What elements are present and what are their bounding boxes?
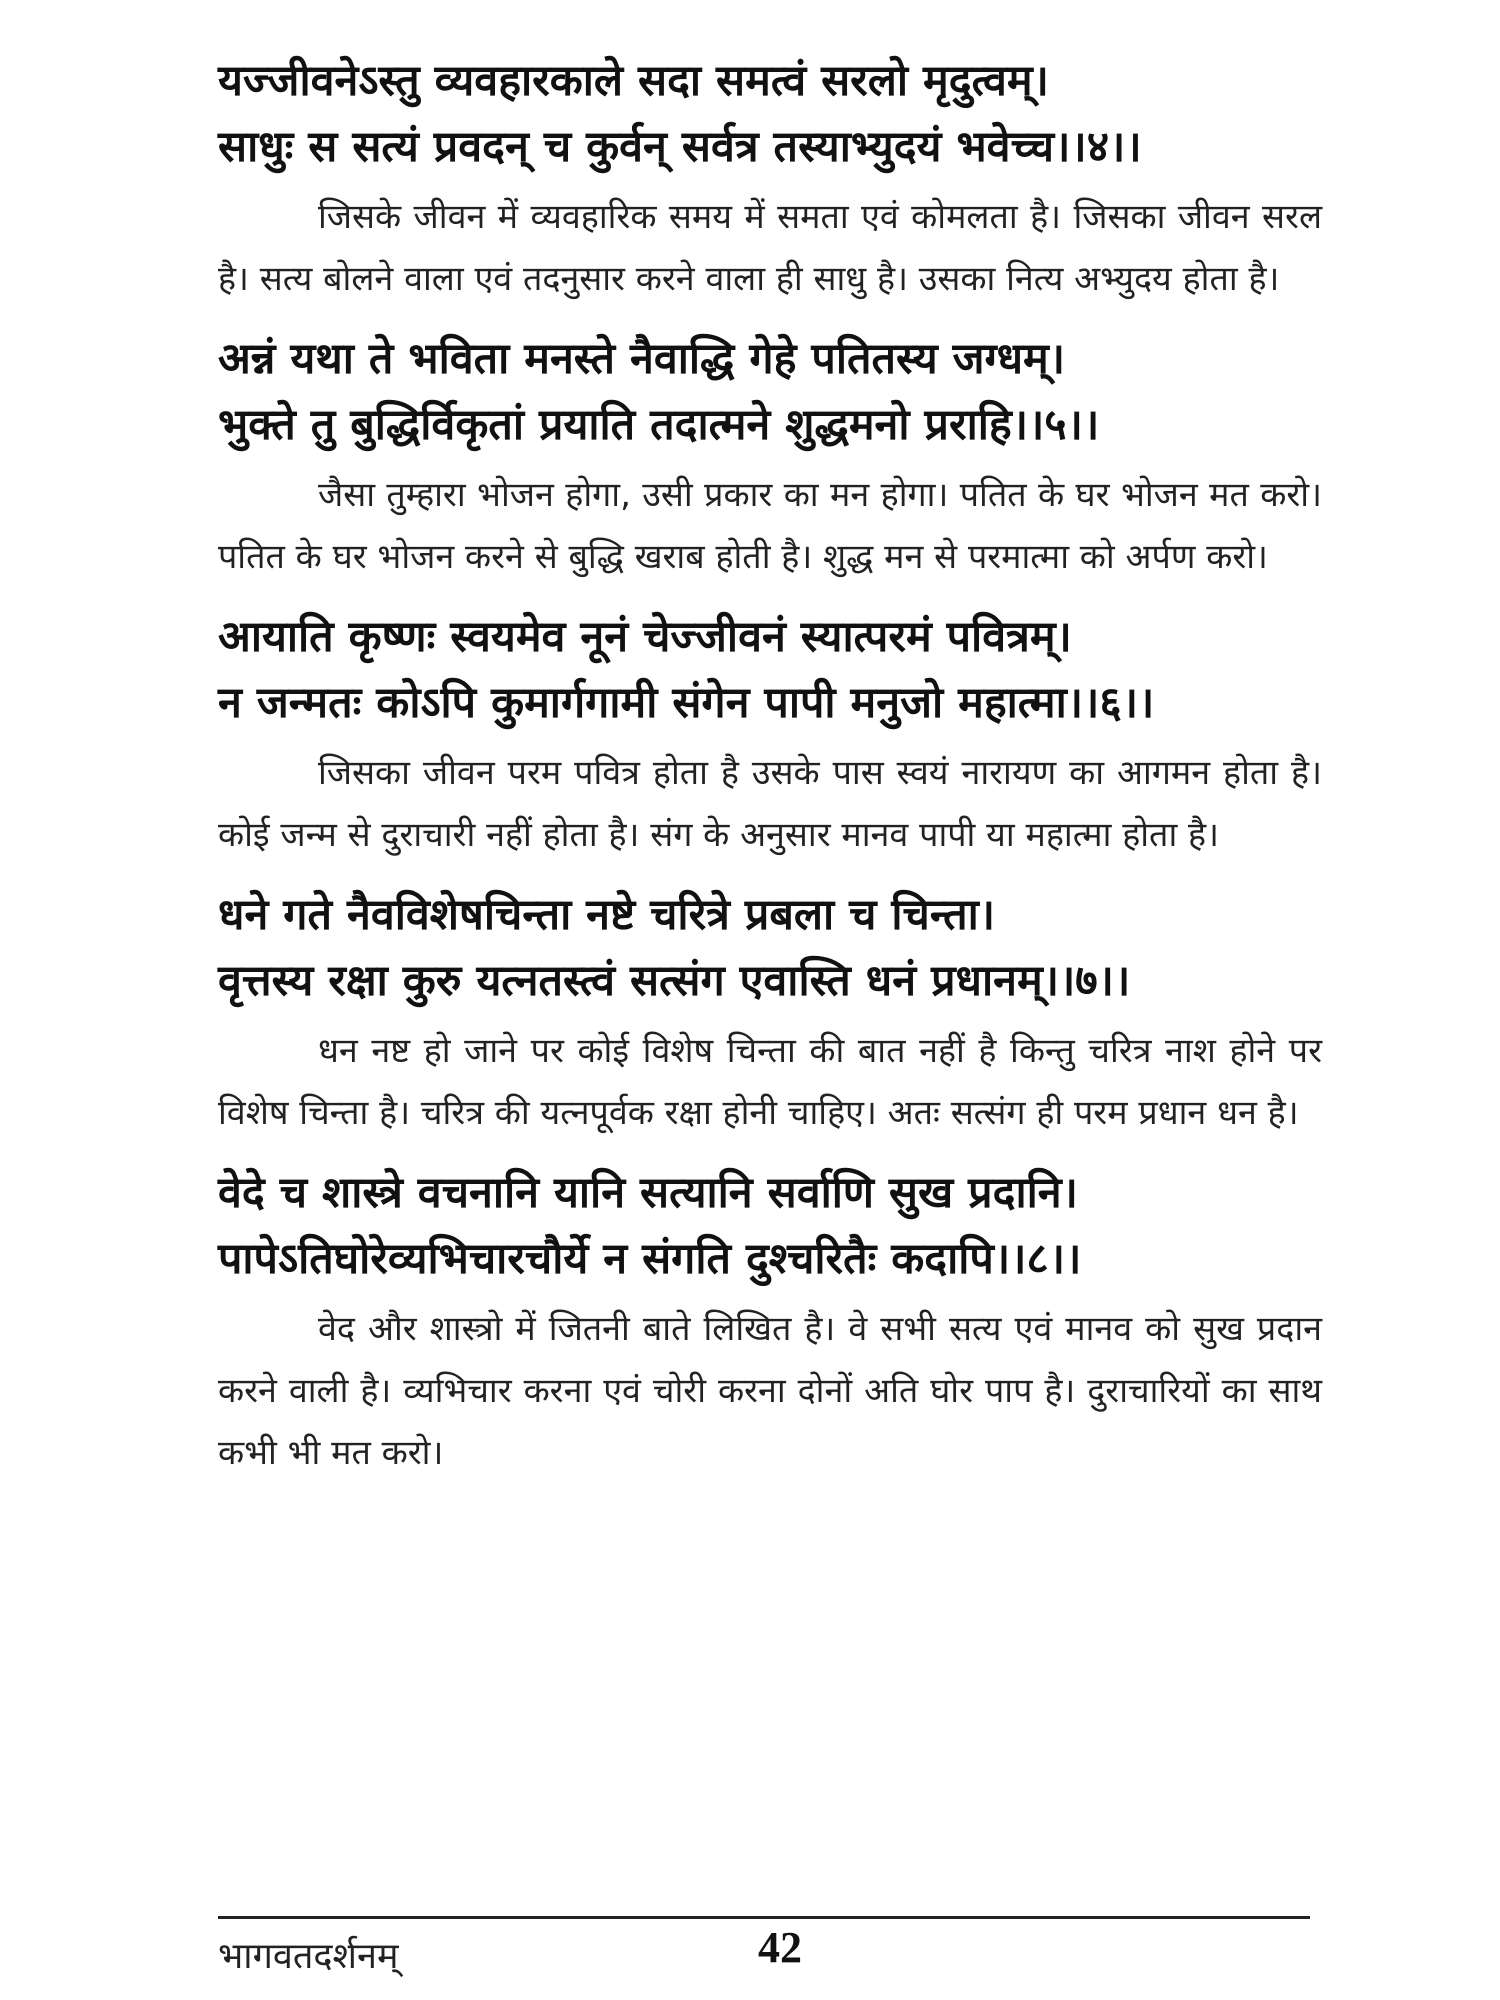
verse-line: न जन्मतः कोऽपि कुमार्गगामी संगेन पापी मनुजो महात्मा।।६।। xyxy=(218,678,1155,728)
verse-line: आयाति कृष्णः स्वयमेव नूनं चेज्जीवनं स्यात्परमं पवित्रम्। xyxy=(218,612,1072,662)
verse-block xyxy=(218,326,1322,588)
footer-book-title: भागवतदर्शनम् xyxy=(218,1936,399,1977)
verse-meaning: धन नष्ट हो जाने पर कोई विशेष चिन्ता की बात नहीं है किन्तु चरित्र नाश होने पर विशेष चिन्ता है। चरित्र की यत्नपूर्वक रक्षा होनी चाहिए। अतः सत्संग ही परम प्रधान धन है। xyxy=(218,1031,1322,1133)
verse-meaning: जिसके जीवन में व्यवहारिक समय में समता एवं कोमलता है। जिसका जीवन सरल है। सत्य बोलने वाला एवं तदनुसार करने वाला ही साधु है। उसका नित्य अभ्युदय होता है। xyxy=(218,197,1322,299)
verse-block xyxy=(218,1160,1322,1484)
verse-meaning: वेद और शास्त्रो में जितनी बाते लिखित है। वे सभी सत्य एवं मानव को सुख प्रदान करने वाली है। व्यभिचार करना एवं चोरी करना दोनों अति घोर पाप है। दुराचारियों का साथ कभी भी मत करो। xyxy=(218,1309,1322,1473)
verse-line: वेदे च शास्त्रे वचनानि यानि सत्यानि सर्वाणि सुख प्रदानि। xyxy=(218,1168,1078,1218)
verse-line: अन्नं यथा ते भविता मनस्ते नैवाद्धि गेहे पतितस्य जग्धम्। xyxy=(218,334,1066,384)
verse-line: वृत्तस्य रक्षा कुरु यत्नतस्त्वं सत्संग एवास्ति धनं प्रधानम्।।७।। xyxy=(218,956,1131,1006)
verse-block xyxy=(218,882,1322,1144)
verse-line: पापेऽतिघोरेव्यभिचारचौर्ये न संगति दुश्चरितैः कदापि।।८।। xyxy=(218,1234,1082,1284)
verse-block xyxy=(218,604,1322,866)
verse-line: यज्जीवनेऽस्तु व्यवहारकाले सदा समत्वं सरलो मृदुत्वम्। xyxy=(218,56,1049,106)
verse-line: साधुः स सत्यं प्रवदन् च कुर्वन् सर्वत्र तस्याभ्युदयं भवेच्च।।४।। xyxy=(218,122,1142,172)
verse-meaning: जिसका जीवन परम पवित्र होता है उसके पास स्वयं नारायण का आगमन होता है। कोई जन्म से दुराचारी नहीं होता है। संग के अनुसार मानव पापी या महात्मा होता है। xyxy=(218,753,1322,855)
footer-divider xyxy=(218,1916,1310,1919)
verse-meaning: जैसा तुम्हारा भोजन होगा, उसी प्रकार का मन होगा। पतित के घर भोजन मत करो। पतित के घर भोजन करने से बुद्धि खराब होती है। शुद्ध मन से परमात्मा को अर्पण करो। xyxy=(218,475,1322,577)
page-number: 42 xyxy=(758,1923,802,1972)
verse-line: भुक्ते तु बुद्धिर्विकृतां प्रयाति तदात्मने शुद्धमनो प्रराहि।।५।। xyxy=(218,400,1100,450)
verse-block xyxy=(218,48,1322,310)
verse-line: धने गते नैवविशेषचिन्ता नष्टे चरित्रे प्रबला च चिन्ता। xyxy=(218,890,996,940)
page-content xyxy=(218,48,1322,1492)
